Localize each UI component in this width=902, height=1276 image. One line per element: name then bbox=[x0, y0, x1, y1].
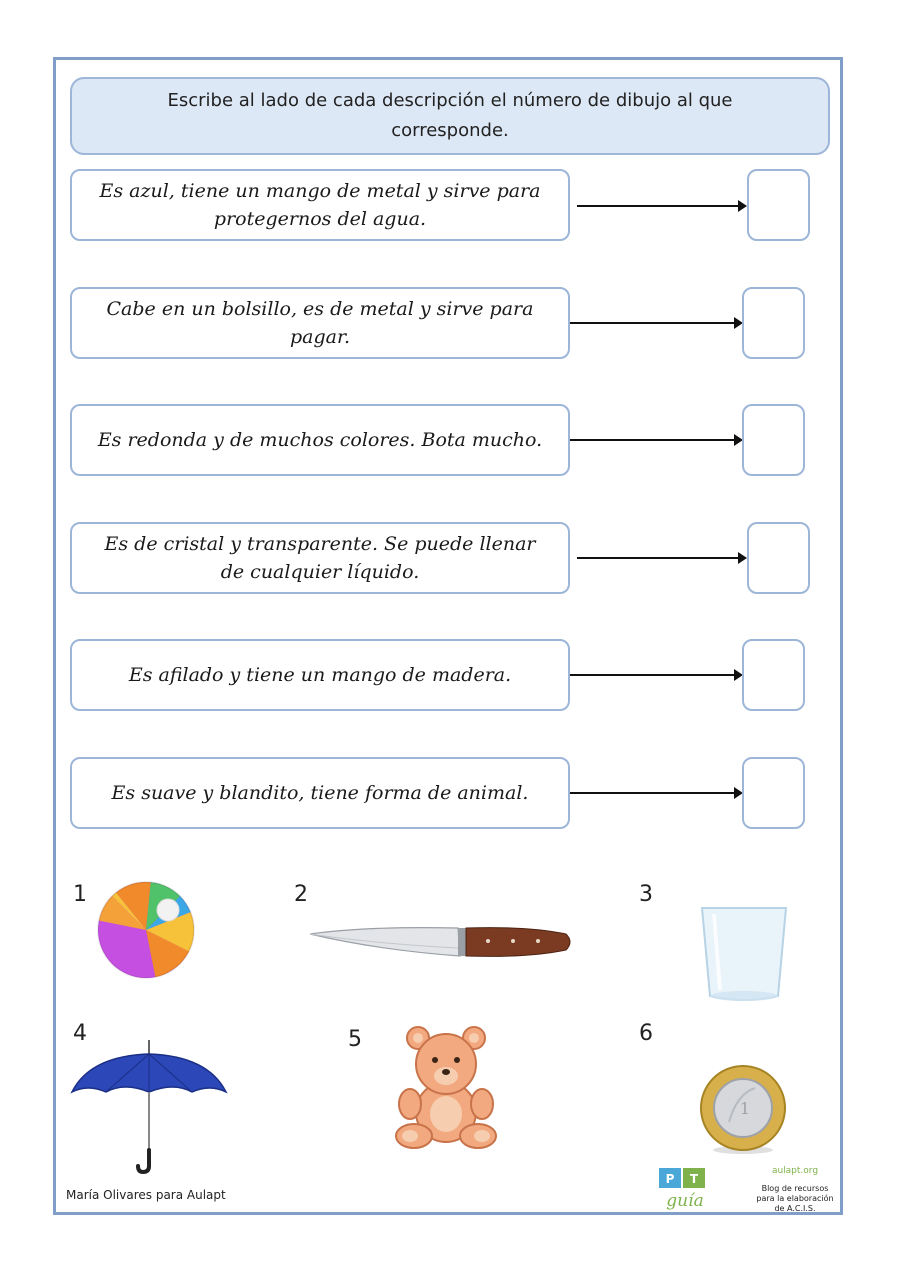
arrow bbox=[570, 439, 741, 441]
picture-number-5: 5 bbox=[348, 1027, 362, 1052]
description-box-2 bbox=[70, 287, 570, 359]
description-text: Cabe en un bolsillo, es de metal y sirve para pagar. bbox=[106, 298, 534, 348]
knife-icon bbox=[308, 920, 573, 966]
picture-number-4: 4 bbox=[73, 1021, 87, 1046]
picture-number-3: 3 bbox=[639, 882, 653, 907]
description-text: Es redonda y de muchos colores. Bota mucho. bbox=[97, 429, 543, 451]
credit-text: María Olivares para Aulapt bbox=[66, 1188, 226, 1202]
answer-box-5[interactable] bbox=[742, 639, 805, 711]
description-text: Es azul, tiene un mango de metal y sirve para protegernos del agua. bbox=[99, 180, 541, 230]
glass-icon bbox=[698, 904, 790, 1004]
description-text: Es suave y blandito, tiene forma de animal. bbox=[111, 782, 529, 804]
logo-tagline-text: Blog de recursos para la elaboración de A.C.I.S. bbox=[756, 1184, 834, 1213]
svg-text:T: T bbox=[689, 1172, 699, 1186]
description-box-1 bbox=[70, 169, 570, 241]
answer-box-6[interactable] bbox=[742, 757, 805, 829]
logo-site-text: aulapt.org bbox=[771, 1166, 819, 1176]
arrow bbox=[577, 205, 745, 207]
instruction-text: Escribe al lado de cada descripción el número de dibujo al que corresponde. bbox=[167, 90, 733, 141]
answer-box-1[interactable] bbox=[747, 169, 810, 241]
arrow bbox=[570, 792, 741, 794]
svg-text:P: P bbox=[665, 1172, 675, 1186]
coin-icon bbox=[699, 1064, 787, 1156]
picture-number-6: 6 bbox=[639, 1021, 653, 1046]
svg-text:guía: guía bbox=[666, 1191, 704, 1211]
umbrella-icon bbox=[70, 1038, 228, 1176]
aulapt-logo bbox=[655, 1166, 835, 1212]
description-box-4 bbox=[70, 522, 570, 594]
arrow bbox=[570, 322, 741, 324]
answer-box-4[interactable] bbox=[747, 522, 810, 594]
description-box-3 bbox=[70, 404, 570, 476]
answer-box-3[interactable] bbox=[742, 404, 805, 476]
ball-icon bbox=[96, 880, 196, 980]
picture-number-1: 1 bbox=[73, 882, 87, 907]
description-box-6 bbox=[70, 757, 570, 829]
teddy-bear-icon bbox=[390, 1024, 502, 1150]
picture-number-2: 2 bbox=[294, 882, 308, 907]
description-box-5 bbox=[70, 639, 570, 711]
ptguia-logo-icon bbox=[655, 1166, 725, 1212]
description-text: Es de cristal y transparente. Se puede llenar de cualquier líquido. bbox=[104, 533, 536, 583]
answer-box-2[interactable] bbox=[742, 287, 805, 359]
arrow bbox=[577, 557, 745, 559]
svg-text:1: 1 bbox=[739, 1099, 751, 1118]
description-text: Es afilado y tiene un mango de madera. bbox=[128, 664, 512, 686]
instruction-header bbox=[70, 77, 830, 155]
arrow bbox=[570, 674, 741, 676]
